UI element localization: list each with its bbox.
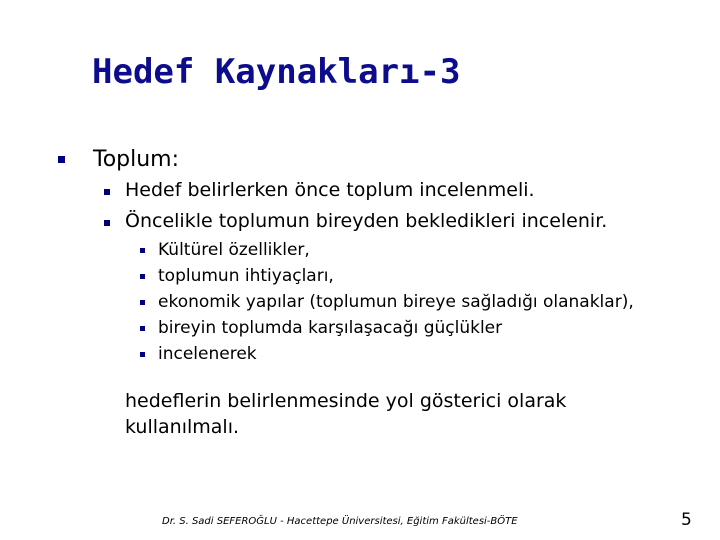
- footer-text: Dr. S. Sadi SEFEROĞLU - Hacettepe Üniversitesi, Eğitim Fakültesi-BÖTE: [162, 516, 518, 527]
- bullet-square-icon: [140, 300, 145, 305]
- bullet-square-icon: [140, 274, 145, 279]
- bullet-level3: toplumun ihtiyaçları,: [158, 266, 334, 286]
- bullet-square-icon: [104, 220, 110, 226]
- continuation-text: hedeflerin belirlenmesinde yol gösterici olarak: [125, 390, 567, 412]
- continuation-text: kullanılmalı.: [125, 416, 240, 438]
- bullet-square-icon: [104, 189, 110, 195]
- bullet-square-icon: [140, 248, 145, 253]
- bullet-level2: Öncelikle toplumun bireyden bekledikleri incelenir.: [125, 210, 608, 232]
- bullet-square-icon: [140, 326, 145, 331]
- bullet-square-icon: [140, 352, 145, 357]
- bullet-level3: Kültürel özellikler,: [158, 240, 310, 260]
- bullet-level3: incelenerek: [158, 344, 257, 364]
- bullet-square-icon: [58, 156, 65, 163]
- bullet-level3: ekonomik yapılar (toplumun bireye sağladığı olanaklar),: [158, 292, 634, 312]
- page-number: 5: [681, 510, 692, 530]
- bullet-level3: bireyin toplumda karşılaşacağı güçlükler: [158, 318, 503, 338]
- bullet-level2: Hedef belirlerken önce toplum incelenmeli.: [125, 179, 535, 201]
- bullet-level1: Toplum:: [93, 147, 180, 172]
- slide-title: Hedef Kaynakları-3: [92, 52, 461, 92]
